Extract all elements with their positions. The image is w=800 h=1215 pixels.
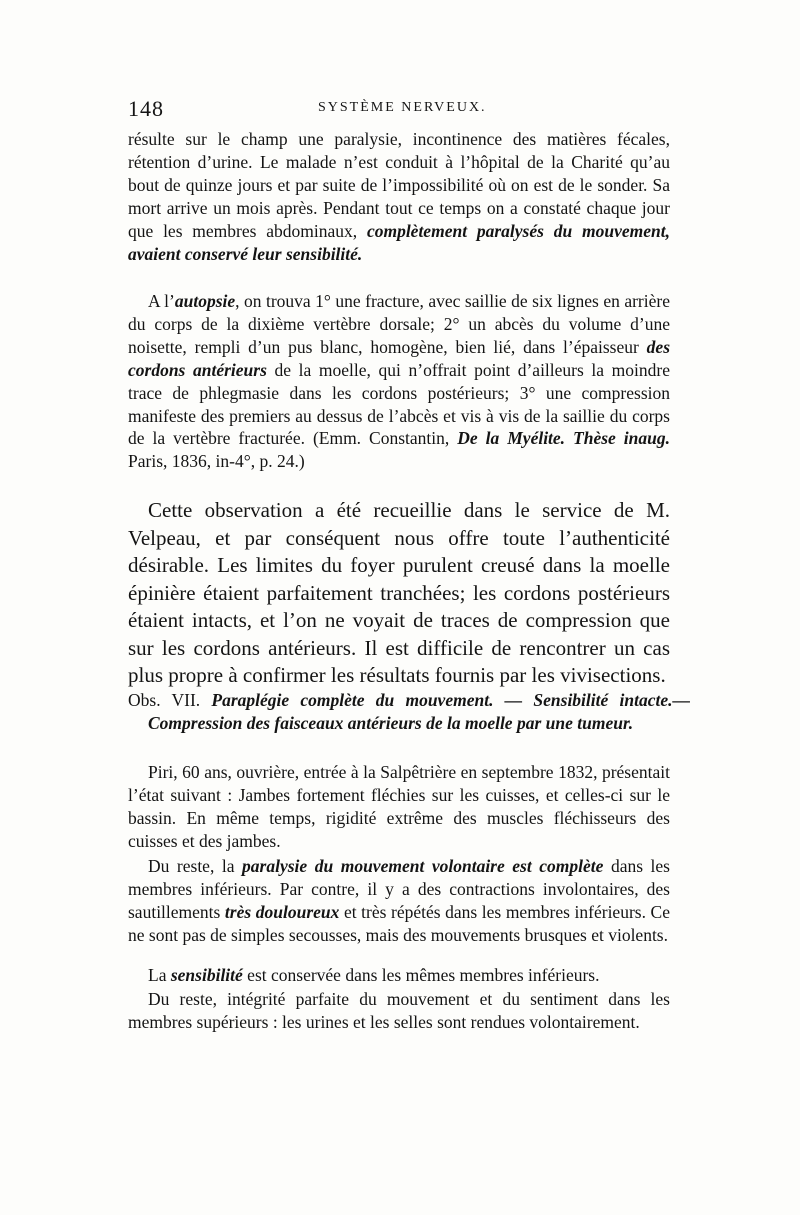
paragraph-upper-limbs: Du reste, intégrité parfaite du mouvement et du sentiment dans les membres supérieurs : les urines et les selles sont rendues volontairement. — [128, 989, 670, 1032]
emphasis-text: autopsie — [174, 291, 236, 311]
paragraph-patient: Piri, 60 ans, ouvrière, entrée à la Salpêtrière en septembre 1832, présentait l’état suivant : Jambes fortement fléchies sur les cuisses, et celles-ci sur le bassin. En même temps, rigidité extrême des muscles fléchisseurs des cuisses et des jambes. — [128, 762, 670, 851]
page-number: 148 — [128, 96, 164, 121]
paragraph-sensibility: La sensibilité est conservée dans les mêmes membres inférieurs. — [148, 965, 600, 985]
emphasis-text: paralysie du mouvement volontaire est complète — [242, 856, 604, 876]
running-title: SYSTÈME NERVEUX. — [318, 100, 487, 115]
observation-title: Paraplégie complète du mouvement. — Sensibilité intacte.—Compression des faisceaux antérieurs de la moelle par une tumeur. — [148, 690, 690, 733]
emphasis-text: très douloureux — [224, 901, 340, 922]
emphasis-text: complètement paralysés du mouvement, avaient conservé leur sensibilité. — [128, 220, 670, 264]
emphasis-text: sensibilité — [170, 965, 243, 985]
paragraph-paralysis: Du reste, la paralysie du mouvement volontaire est complète dans les membres inférieurs. Par contre, il y a des contractions involontaires, des sautillements très douloureux et très répétés dans les membres inférieurs. Ce ne sont pas de simples secousses, mais des mouvements brusques et violents. — [128, 856, 670, 945]
observation-heading — [128, 689, 690, 735]
page-header — [128, 96, 668, 120]
citation-title: De la Myélite. Thèse inaug. — [457, 428, 670, 449]
paragraph-case-history: résulte sur le champ une paralysie, incontinence des matières fécales, rétention d’urine. Le malade n’est conduit à l’hôpital de la Charité qu’au bout de quinze jours et par suite de l’impossibilité où on est de le sonder. Sa mort arrive un mois après. Pendant tout ce temps on a constaté chaque jour que les membres abdominaux, complètement paralysés du mouvement, avaient conservé leur sensibilité. — [128, 129, 670, 264]
emphasis-text: des cordons antérieurs — [128, 336, 670, 380]
paragraph-commentary: Cette observation a été recueillie dans le service de M. Velpeau, et par conséquent nous offre toute l’authenticité désirable. Les limites du foyer purulent creusé dans la moelle épinière étaient parfaitement tranchées; les cordons postérieurs étaient intacts, et l’on ne voyait de traces de compression que sur les cordons antérieurs. Il est difficile de rencontrer un cas plus propre à confirmer les résultats fournis par les vivisections. — [128, 498, 670, 687]
paragraph-autopsy: A l’autopsie, on trouva 1° une fracture, avec saillie de six lignes en arrière du corps de la dixième vertèbre dorsale; 2° un abcès du volume d’une noisette, rempli d’un pus blanc, homogène, bien lié, dans l’épaisseur des cordons antérieurs de la moelle, qui n’offrait point d’ailleurs la moindre trace de phlegmasie dans les cordons postérieurs; 3° une compression manifeste des premiers au dessus de l’abcès et vis à vis de la saillie du corps de la vertèbre fracturée. (Emm. Constantin, De la Myélite. Thèse inaug. Paris, 1836, in-4°, p. 24.) — [128, 291, 671, 472]
observation-label: Obs. VII. — [128, 690, 201, 710]
